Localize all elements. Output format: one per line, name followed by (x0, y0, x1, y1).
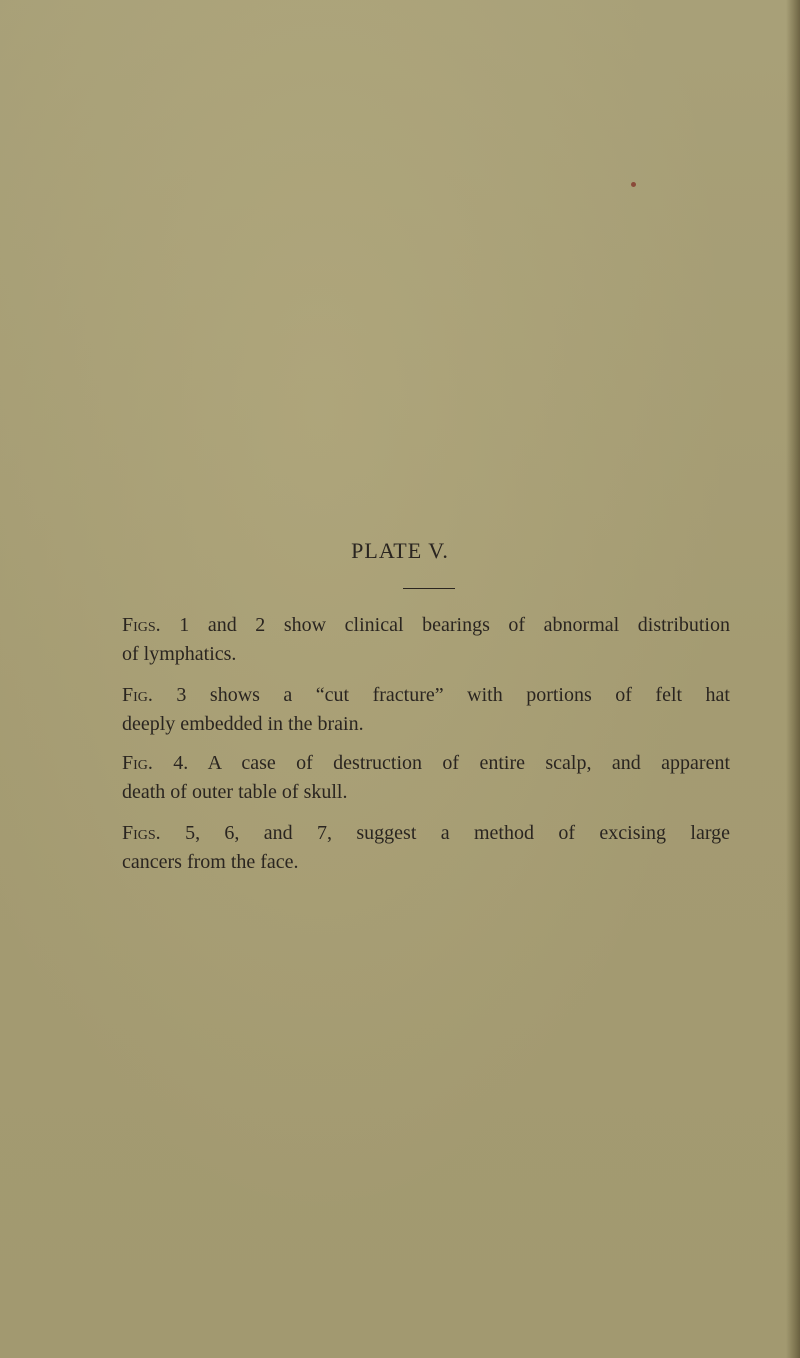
caption-lead: Fig. (122, 684, 153, 706)
caption-figs-1-2 (122, 611, 730, 669)
caption-line: of lymphatics. (122, 643, 237, 665)
caption-lead: Figs. (122, 822, 161, 844)
caption-line: deeply embedded in the brain. (122, 713, 364, 735)
plate-title: PLATE V. (351, 538, 449, 563)
caption-line: cancers from the face. (122, 851, 299, 873)
caption-text: 5, 6, and 7, suggest a method of excising large (185, 822, 731, 844)
caption-line (122, 681, 730, 710)
caption-fig-4 (122, 749, 730, 807)
caption-fig-3 (122, 681, 730, 739)
caption-figs-5-7 (122, 819, 730, 877)
caption-text: 3 shows a “cut fracture” with portions of felt hat (176, 684, 730, 706)
caption-lead: Figs. (122, 614, 161, 636)
page-edge-shadow (786, 0, 800, 1358)
caption-text: 4. A case of destruction of entire scalp, and apparent (173, 752, 730, 774)
page-speck (631, 182, 636, 187)
title-rule (403, 588, 455, 589)
caption-text: 1 and 2 show clinical bearings of abnormal distribution (179, 614, 730, 636)
caption-line (122, 819, 730, 848)
caption-lead: Fig. (122, 752, 153, 774)
caption-line: death of outer table of skull. (122, 781, 348, 803)
caption-line (122, 749, 730, 778)
caption-line (122, 611, 730, 640)
